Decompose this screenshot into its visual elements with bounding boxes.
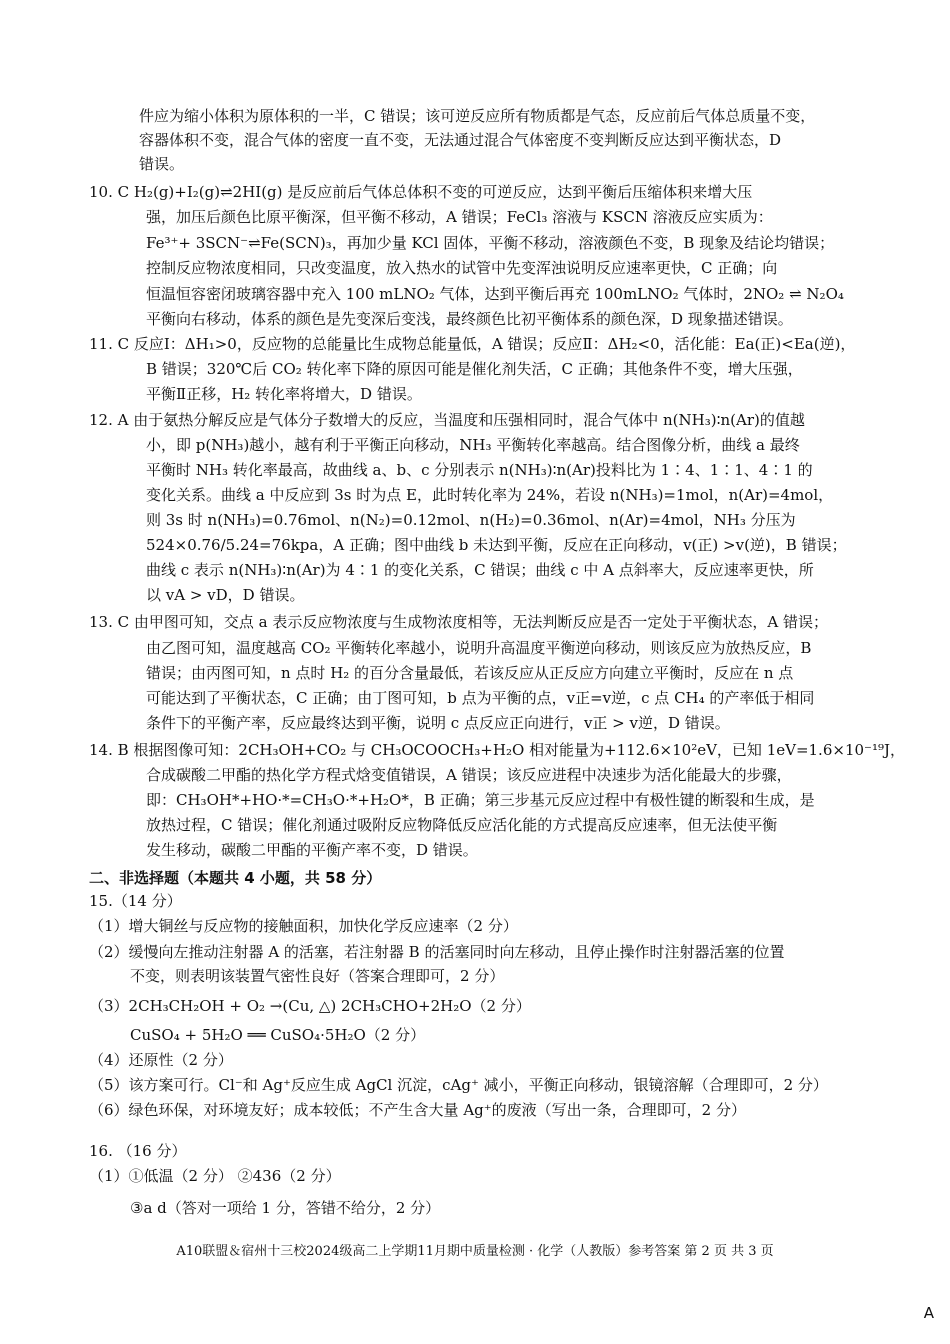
question-11-line: 11. C 反应Ⅰ：ΔH₁>0，反应物的总能量比生成物总能量低，A 错误；反应Ⅱ：ΔH₂<0，活化能：Ea(正)<Ea(逆)， <box>89 335 856 353</box>
corner-mark: A <box>923 1304 934 1322</box>
text-line: 放热过程，C 错误；催化剂通过吸附反应物降低反应活化能的方式提高反应速率，但无法使平衡 <box>146 816 778 834</box>
text-line: （6）绿色环保，对环境友好；成本较低；不产生含大量 Ag⁺的废液（写出一条，合理即可，2 分） <box>89 1101 746 1119</box>
text-line: 则 3s 时 n(NH₃)=0.76mol、n(N₂)=0.12mol、n(H₂)=0.36mol、n(Ar)=4mol，NH₃ 分压为 <box>146 511 796 529</box>
question-12-line: 12. A 由于氨热分解反应是气体分子数增大的反应，当温度和压强相同时，混合气体中 n(NH₃)∶n(Ar)的值越 <box>89 411 805 429</box>
text-line: （1）①低温（2 分） ②436（2 分） <box>89 1167 341 1185</box>
text-line: 变化关系。曲线 a 中反应到 3s 时为点 E，此时转化率为 24%，若设 n(NH₃)=1mol，n(Ar)=4mol， <box>146 486 834 504</box>
text-line: B 错误；320℃后 CO₂ 转化率下降的原因可能是催化剂失活，C 正确；其他条件不变，增大压强， <box>146 360 803 378</box>
text-line: Fe³⁺+ 3SCN⁻⇌Fe(SCN)₃，再加少量 KCl 固体，平衡不移动，溶液颜色不变，B 现象及结论均错误； <box>146 234 835 252</box>
question-13-line: 13. C 由甲图可知，交点 a 表示反应物浓度与生成物浓度相等，无法判断反应是否一定处于平衡状态，A 错误； <box>89 613 828 631</box>
text-line: 不变，则表明该装置气密性良好（答案合理即可，2 分） <box>130 967 505 985</box>
text-line: 错误；由丙图可知，n 点时 H₂ 的百分含量最低，若该反应从正反应方向建立平衡时，反应在 n 点 <box>146 664 794 682</box>
text-line: 件应为缩小体积为原体积的一半，C 错误；该可逆反应所有物质都是气态，反应前后气体总质量不变， <box>139 107 816 125</box>
text-line: （4）还原性（2 分） <box>89 1051 233 1069</box>
question-15-heading: 15.（14 分） <box>89 892 182 910</box>
text-line: 曲线 c 表示 n(NH₃)∶n(Ar)为 4∶1 的变化关系，C 错误；曲线 c 中 A 点斜率大，反应速率更快，所 <box>146 561 814 579</box>
section-heading: 二、非选择题（本题共 4 小题，共 58 分） <box>89 869 382 887</box>
question-10-line: 10. C H₂(g)+I₂(g)⇌2HI(g) 是反应前后气体总体积不变的可逆反应，达到平衡后压缩体积来增大压 <box>89 183 753 201</box>
question-14-line: 14. B 根据图像可知：2CH₃OH+CO₂ 与 CH₃OCOOCH₃+H₂O 相对能量为+112.6×10²eV，已知 1eV=1.6×10⁻¹⁹J， <box>89 741 905 759</box>
text-line: （1）增大铜丝与反应物的接触面积，加快化学反应速率（2 分） <box>89 917 518 935</box>
text-line: 错误。 <box>139 155 185 173</box>
text-line: （5）该方案可行。Cl⁻和 Ag⁺反应生成 AgCl 沉淀，cAg⁺ 减小，平衡正向移动，银镜溶解（合理即可，2 分） <box>89 1076 828 1094</box>
text-line: ③a d（答对一项给 1 分，答错不给分，2 分） <box>130 1199 441 1217</box>
text-line: 发生移动，碳酸二甲酯的平衡产率不变，D 错误。 <box>146 841 478 859</box>
text-line: 容器体积不变，混合气体的密度一直不变，无法通过混合气体密度不变判断反应达到平衡状态，D <box>139 131 782 149</box>
page-footer: A10联盟＆宿州十三校2024级高二上学期11月期中质量检测 · 化学（人教版）参考答案 第 2 页 共 3 页 <box>176 1244 774 1259</box>
text-line: 平衡时 NH₃ 转化率最高，故曲线 a、b、c 分别表示 n(NH₃)∶n(Ar)投料比为 1∶4、1∶1、4∶1 的 <box>146 461 813 479</box>
equation-line: （3）2CH₃CH₂OH + O₂ →(Cu, △) 2CH₃CHO+2H₂O（2 分） <box>89 997 531 1015</box>
text-line: 强，加压后颜色比原平衡深，但平衡不移动，A 错误；FeCl₃ 溶液与 KSCN 溶液反应实质为： <box>146 208 773 226</box>
text-line: （2）缓慢向左推动注射器 A 的活塞，若注射器 B 的活塞同时向左移动，且停止操作时注射器活塞的位置 <box>89 943 785 961</box>
text-line: 524×0.76/5.24=76kpa，A 正确；图中曲线 b 未达到平衡，反应在正向移动，v(正) >v(逆)，B 错误； <box>146 536 847 554</box>
text-line: 条件下的平衡产率，反应最终达到平衡，说明 c 点反应正向进行，v正 > v逆，D 错误。 <box>146 714 730 732</box>
text-line: 可能达到了平衡状态，C 正确；由丁图可知，b 点为平衡的点，v正=v逆，c 点 CH₄ 的产率低于相同 <box>146 689 815 707</box>
text-line: 平衡向右移动，体系的颜色是先变深后变浅，最终颜色比初平衡体系的颜色深，D 现象描述错误。 <box>146 310 793 328</box>
text-line: 恒温恒容密闭玻璃容器中充入 100 mLNO₂ 气体，达到平衡后再充 100mLNO₂ 气体时，2NO₂ ⇌ N₂O₄ <box>146 285 844 303</box>
text-line: 合成碳酸二甲酯的热化学方程式焓变值错误，A 错误；该反应进程中决速步为活化能最大的步骤， <box>146 766 792 784</box>
text-line: 小，即 p(NH₃)越小，越有利于平衡正向移动，NH₃ 平衡转化率越高。结合图像分析，曲线 a 最终 <box>146 436 800 454</box>
text-line: 即：CH₃OH*+HO·*=CH₃O·*+H₂O*，B 正确；第三步基元反应过程中有极性键的断裂和生成，是 <box>146 791 815 809</box>
text-line: 平衡Ⅱ正移，H₂ 转化率将增大，D 错误。 <box>146 385 422 403</box>
equation-line: CuSO₄ + 5H₂O ══ CuSO₄·5H₂O（2 分） <box>130 1026 426 1044</box>
question-16-heading: 16. （16 分） <box>89 1142 187 1160</box>
text-line: 控制反应物浓度相同，只改变温度，放入热水的试管中先变浑浊说明反应速率更快，C 正确；向 <box>146 259 778 277</box>
text-line: 由乙图可知，温度越高 CO₂ 平衡转化率越小，说明升高温度平衡逆向移动，则该反应为放热反应，B <box>146 639 812 657</box>
text-line: 以 vA > vD，D 错误。 <box>146 586 305 604</box>
